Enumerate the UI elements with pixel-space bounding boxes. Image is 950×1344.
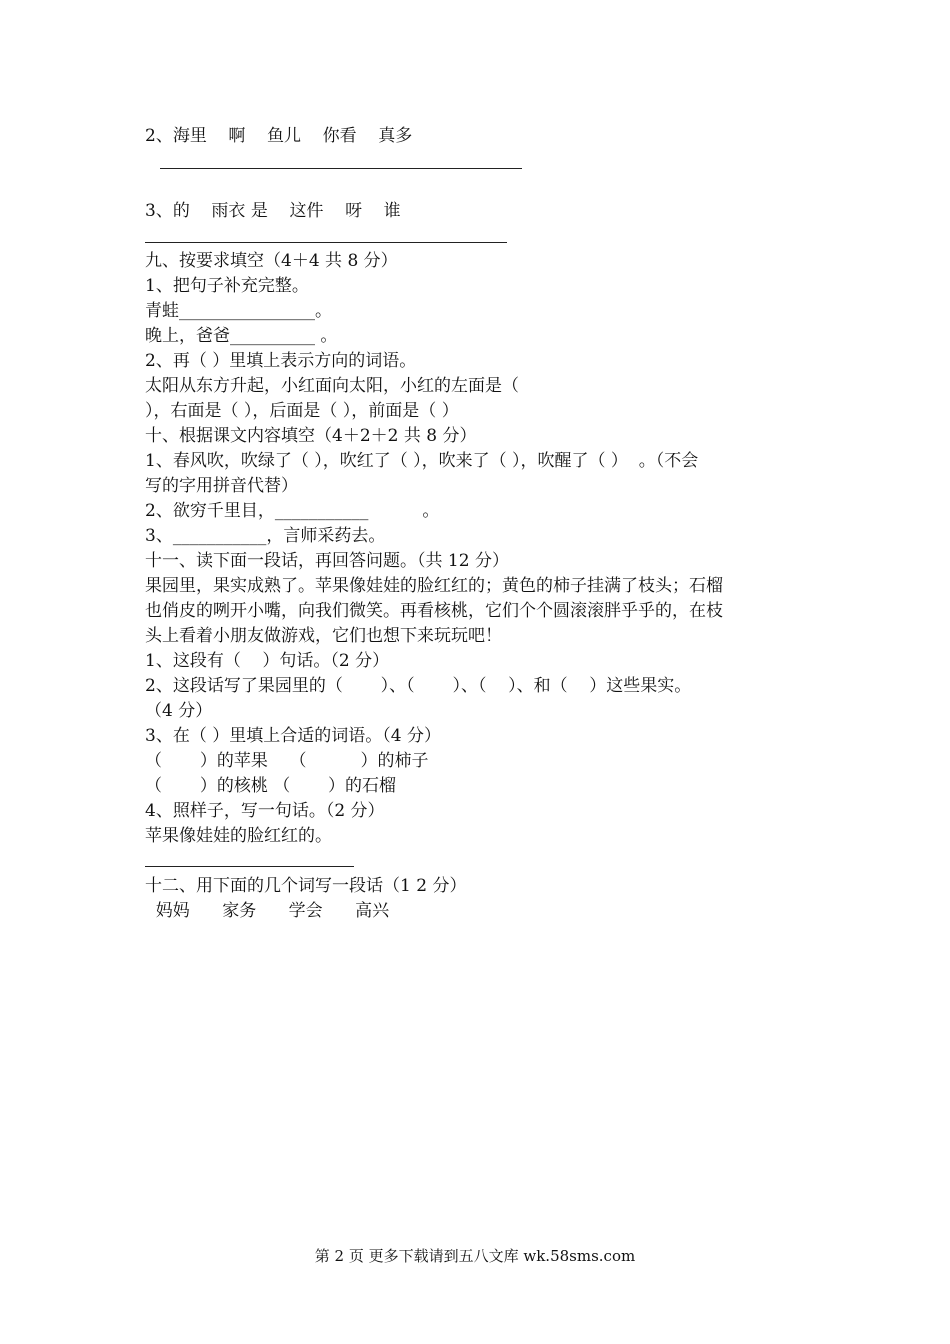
passage-line: 果园里，果实成熟了。苹果像娃娃的脸红红的；黄色的柿子挂满了枝头；石榴: [145, 576, 723, 596]
text-line: 1、春风吹，吹绿了（ ），吹红了（ ），吹来了（ ），吹醒了（ ） 。（不会: [145, 451, 699, 471]
text-line: 4、照样子，写一句话。（2 分）: [145, 801, 385, 821]
text-line: 3、在（ ）里填上合适的词语。（4 分）: [145, 726, 441, 746]
text-line: 2、这段话写了果园里的（ ）、（ ）、（ ）、和（ ）这些果实。: [145, 676, 692, 696]
passage-line: 头上看着小朋友做游戏，它们也想下来玩玩吧！: [145, 626, 502, 646]
text-line: （ ）的核桃 （ ）的石榴: [145, 776, 397, 796]
text-line: 1、把句子补充完整。: [145, 276, 309, 296]
text-line: 2、欲穷千里目，___________ 。: [145, 501, 440, 521]
page-footer: 第 2 页 更多下载请到五八文库 wk.58sms.com: [314, 1247, 636, 1265]
text-line: 苹果像娃娃的脸红红的。: [145, 826, 332, 846]
text-line: ），右面是（ ），后面是（ ），前面是（ ）: [145, 401, 459, 421]
text-line: 青蛙________________。: [145, 301, 332, 321]
section-9-heading: 九、按要求填空（4＋4 共 8 分）: [145, 251, 398, 271]
text-line: 写的字用拼音代替）: [145, 476, 298, 496]
word-list: 妈妈 家务 学会 高兴: [145, 901, 390, 921]
passage-line: 也俏皮的咧开小嘴，向我们微笑。再看核桃，它们个个圆滚滚胖乎乎的，在枝: [145, 601, 723, 621]
section-10-heading: 十、根据课文内容填空（4＋2＋2 共 8 分）: [145, 426, 477, 446]
text-line: （ ）的苹果 （ ）的柿子: [145, 751, 429, 771]
section-12-heading: 十二、用下面的几个词写一段话（1 2 分）: [145, 876, 467, 896]
text-line: 3、___________，言师采药去。: [145, 526, 386, 546]
section-11-heading: 十一、读下面一段话，再回答问题。（共 12 分）: [145, 551, 509, 571]
text-line: （4 分）: [145, 701, 213, 721]
q2-word-order: 2、海里 啊 鱼儿 你看 真多: [145, 126, 413, 146]
answer-line: [145, 866, 354, 867]
text-line: 2、再（ ）里填上表示方向的词语。: [145, 351, 417, 371]
q3-word-order: 3、的 雨衣 是 这件 呀 谁: [145, 201, 401, 221]
text-line: 晚上，爸爸__________ 。: [145, 326, 338, 346]
answer-line: [160, 168, 522, 169]
text-line: 太阳从东方升起，小红面向太阳，小红的左面是（: [145, 376, 519, 396]
answer-line: [145, 242, 507, 243]
text-line: 1、这段有（ ）句话。（2 分）: [145, 651, 390, 671]
